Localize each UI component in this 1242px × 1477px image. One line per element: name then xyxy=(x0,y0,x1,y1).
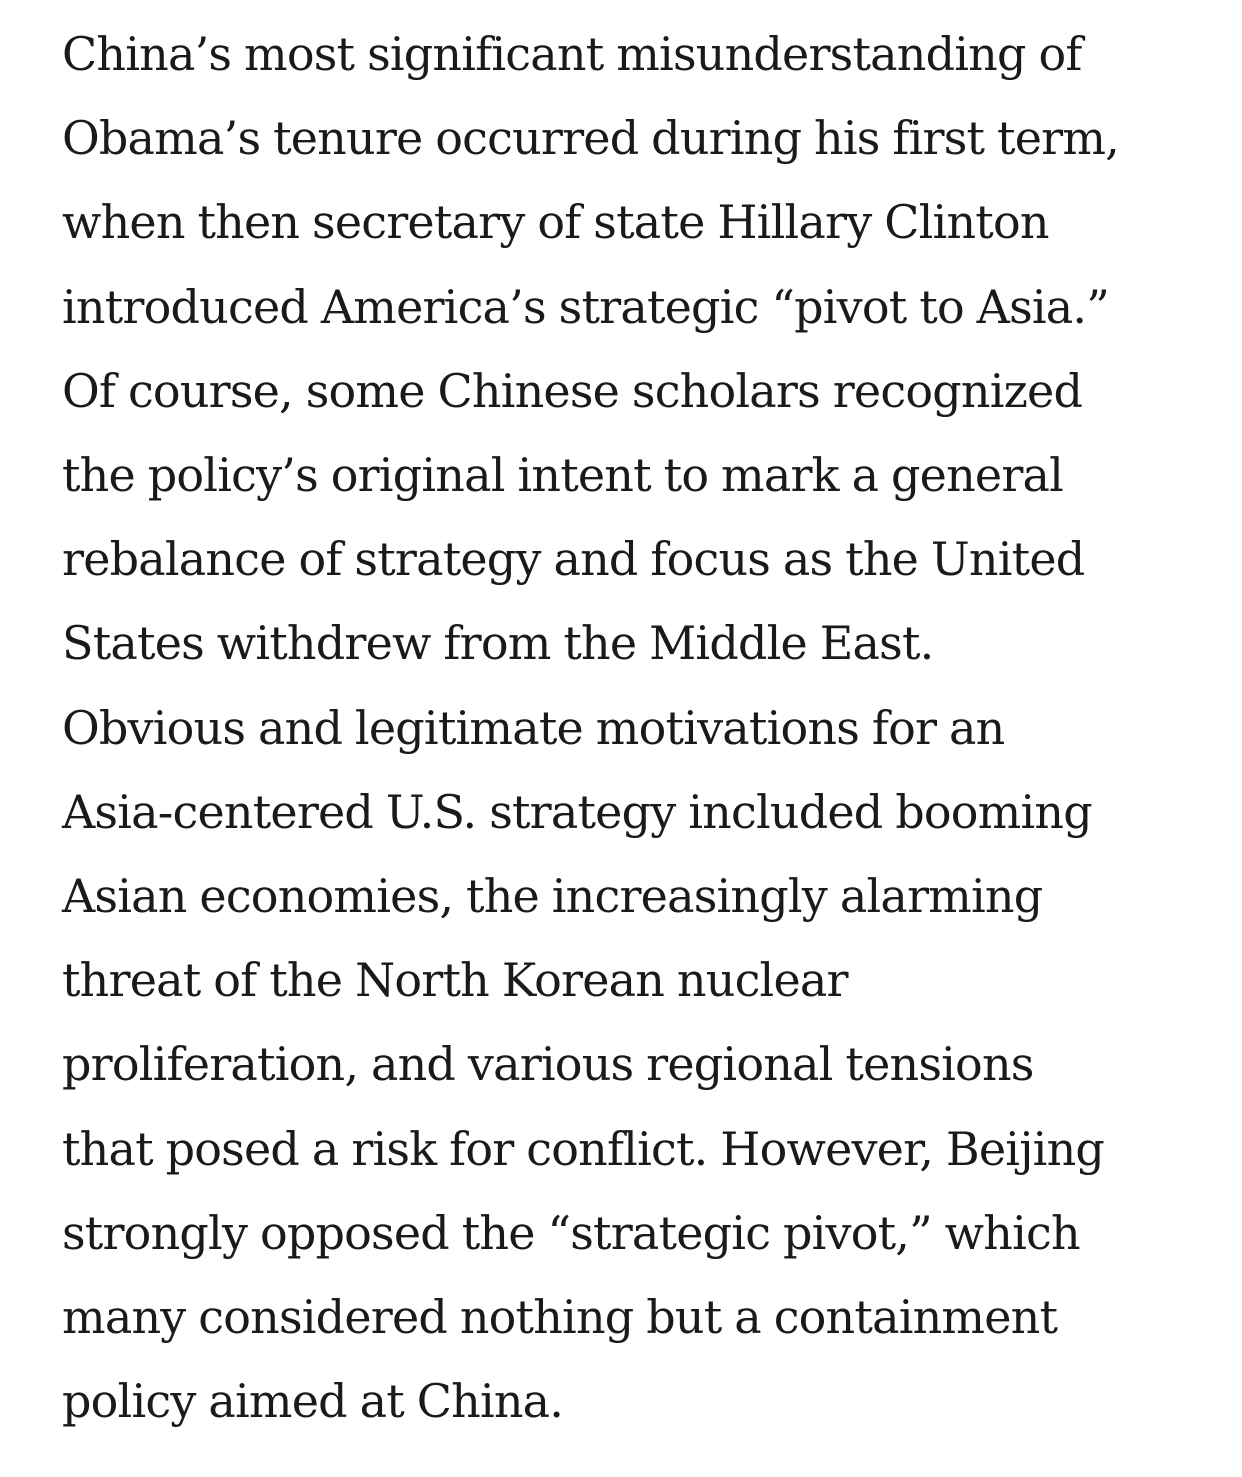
paragraph-line: many considered nothing but a containment xyxy=(62,1290,1058,1345)
paragraph-line: policy aimed at China. xyxy=(62,1374,564,1429)
paragraph-line: when then secretary of state Hillary Clinton xyxy=(62,195,1049,250)
paragraph-line: Asian economies, the increasingly alarming xyxy=(62,869,1043,924)
paragraph-line: Asia-centered U.S. strategy included booming xyxy=(62,784,1092,839)
paragraph-line: the policy’s original intent to mark a general xyxy=(62,448,1064,503)
article-paragraph xyxy=(62,12,1222,1443)
paragraph-line: Obama’s tenure occurred during his first term, xyxy=(62,111,1120,166)
paragraph-line: Obvious and legitimate motivations for an xyxy=(62,700,1005,755)
paragraph-line: Of course, some Chinese scholars recognized xyxy=(62,363,1083,418)
paragraph-line: strongly opposed the “strategic pivot,” which xyxy=(62,1205,1080,1260)
paragraph-line: proliferation, and various regional tensions xyxy=(62,1037,1034,1092)
paragraph-line: introduced America’s strategic “pivot to Asia.” xyxy=(62,279,1109,334)
paragraph-line: States withdrew from the Middle East. xyxy=(62,616,934,671)
paragraph-line: threat of the North Korean nuclear xyxy=(62,953,848,1008)
paragraph-line: rebalance of strategy and focus as the United xyxy=(62,532,1085,587)
paragraph-line: China’s most significant misunderstanding of xyxy=(62,27,1082,81)
paragraph-line: that posed a risk for conflict. However, Beijing xyxy=(62,1121,1105,1176)
